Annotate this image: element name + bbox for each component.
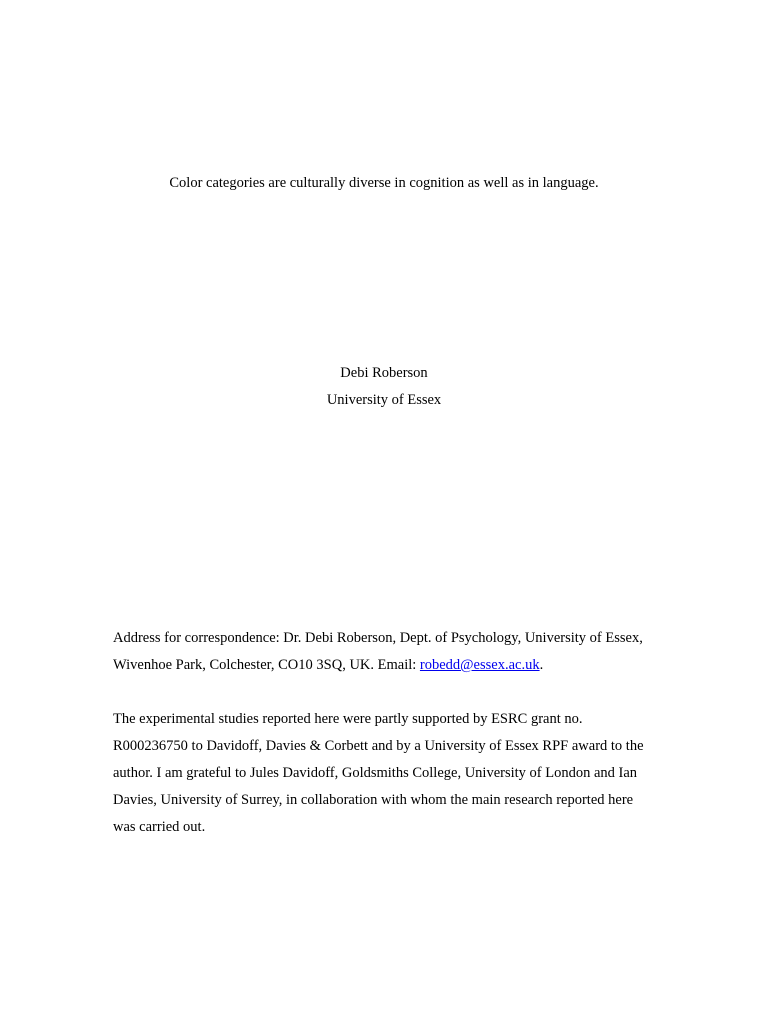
acknowledgement-paragraph: The experimental studies reported here were partly supported by ESRC grant no. R000236750 to Davidoff, Davies & Corbett and by a University of Essex RPF award to the author. I am grateful to Jules Davidoff, Goldsmiths College, University of London and Ian Davies, University of Surrey, in collaboration with whom the main research reported here was carried out.	[113, 711, 644, 835]
author-name: Debi Roberson	[340, 365, 428, 381]
correspondence-period: .	[539, 657, 544, 673]
correspondence-text: Address for correspondence: Dr. Debi Roberson, Dept. of Psychology, University of Essex, Wivenhoe Park, Colchester, CO10 3SQ, UK. Email:	[113, 630, 643, 673]
author-affiliation: University of Essex	[326, 392, 442, 408]
paper-title: Color categories are culturally diverse in cognition as well as in language.	[169, 175, 599, 191]
email-link[interactable]: robedd@essex.ac.uk	[419, 657, 540, 673]
correspondence-paragraph	[113, 625, 653, 679]
author-block	[0, 360, 768, 414]
